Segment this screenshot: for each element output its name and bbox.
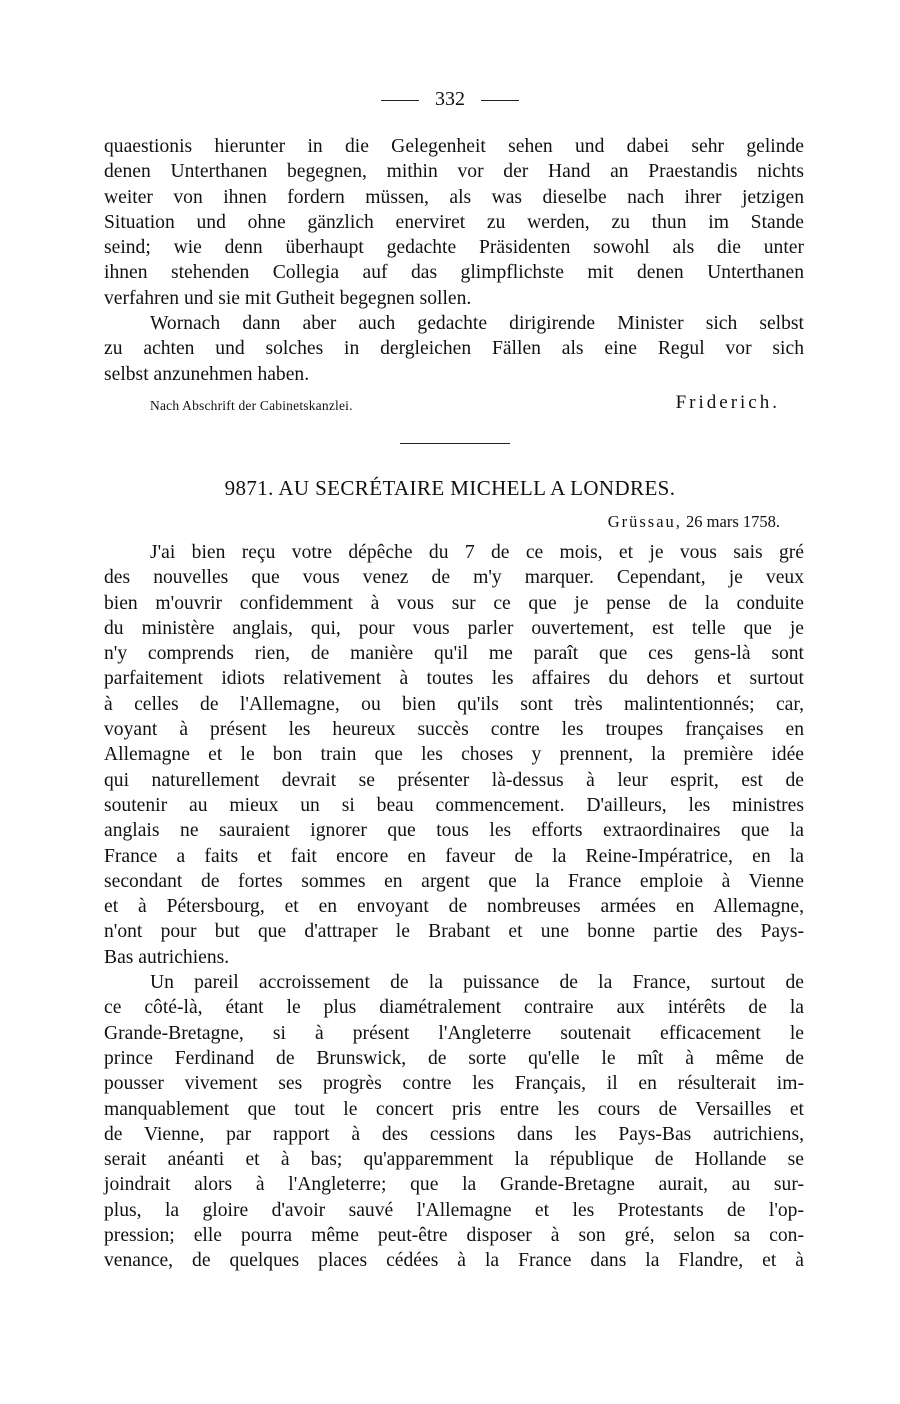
section-divider: [400, 443, 510, 444]
text-line: zu achten und solches in dergleichen Fällen als eine Regul vor sich: [104, 338, 804, 360]
text-line: quaestionis hierunter in die Gelegenheit sehen und dabei sehr gelinde: [104, 136, 804, 157]
text-line: ce côté-là, étant le plus diamétralement contraire aux intérêts de la: [104, 997, 804, 1019]
text-line: qui naturellement devrait se présenter là-dessus à leur esprit, est de: [104, 769, 804, 791]
text-line: n'y comprends rien, de manière qu'il me paraît que ces gens-là sont: [104, 643, 804, 665]
text-line: parfaitement idiots relativement à toutes les affaires du dehors et surtout: [104, 668, 804, 690]
letter-title: AU SECRÉTAIRE MICHELL A LONDRES.: [278, 476, 676, 500]
text-line: Wornach dann aber auch gedachte dirigirende Minister sich selbst: [150, 313, 804, 335]
text-line: soutenir au mieux un si beau commencement. D'ailleurs, les ministres: [104, 794, 804, 816]
text-line: joindrait alors à l'Angleterre; que la Grande-Bretagne aurait, au sur-: [104, 1174, 804, 1196]
text-line: manquablement que tout le concert pris entre les cours de Versailles et: [104, 1098, 804, 1120]
text-line: J'ai bien reçu votre dépêche du 7 de ce mois, et je vous sais gré: [150, 542, 804, 563]
continuation-text: [104, 134, 804, 387]
text-line: plus, la gloire d'avoir sauvé l'Allemagne et les Protestants de l'op-: [104, 1199, 804, 1221]
letter-number: 9871.: [224, 476, 274, 500]
source-note: Nach Abschrift der Cabinetskanzlei.: [150, 398, 353, 413]
text-line: et à Pétersbourg, et en envoyant de nombreuses armées en Allemagne,: [104, 896, 804, 918]
text-line: selbst anzunehmen haben.: [104, 363, 310, 385]
text-line: Situation und ohne gänzlich enerviret zu werden, zu thun im Stande: [104, 211, 804, 233]
text-line: Allemagne et le bon train que les choses y prennent, la première idée: [104, 744, 804, 766]
page-number: 332: [435, 88, 465, 110]
text-line: France a faits et fait encore en faveur de la Reine-Impératrice, en la: [104, 845, 804, 867]
letter-text: [104, 540, 804, 1274]
text-line: venance, de quelques places cédées à la France dans la Flandre, et à: [104, 1250, 804, 1272]
page-header: [0, 88, 900, 111]
text-line: à celles de l'Allemagne, ou bien qu'ils sont très malintentionnés; car,: [104, 693, 804, 715]
text-line: Grande-Bretagne, si à présent l'Angleterre soutenait efficacement le: [104, 1022, 804, 1044]
text-line: voyant à présent les heureux succès contre les troupes françaises en: [104, 719, 804, 741]
header-rule-right: [481, 100, 519, 101]
text-line: secondant de fortes sommes en argent que la France emploie à Vienne: [104, 870, 804, 892]
text-line: pousser vivement ses progrès contre les Français, il en résulterait im-: [104, 1073, 804, 1095]
text-line: seind; wie denn überhaupt gedachte Präsidenten sowohl als die unter: [104, 237, 804, 259]
text-line: serait anéanti et à bas; qu'apparemment la république de Hollande se: [104, 1149, 804, 1171]
text-line: du ministère anglais, qui, pour vous parler ouvertement, est telle que je: [104, 617, 804, 639]
text-line: n'ont pour but que d'attraper le Brabant et une bonne partie des Pays-: [104, 921, 804, 943]
text-line: ihnen stehenden Collegia auf das glimpflichste mit denen Unterthanen: [104, 262, 804, 284]
text-line: anglais ne sauraient ignorer que tous les efforts extraordinaires que la: [104, 820, 804, 842]
text-line: denen Unterthanen begegnen, mithin vor der Hand an Praestandis nichts: [104, 161, 804, 183]
text-line: pression; elle pourra même peut-être disposer à son gré, selon sa con-: [104, 1225, 804, 1247]
text-line: weiter von ihnen fordern müssen, als was dieselbe nach ihrer jetzigen: [104, 186, 804, 208]
dateline: [608, 512, 780, 532]
section-heading: [0, 476, 900, 501]
text-line: de Vienne, par rapport à des cessions dans les Pays-Bas autrichiens,: [104, 1123, 804, 1145]
text-line: Un pareil accroissement de la puissance de la France, surtout de: [150, 972, 804, 994]
text-line: Bas autrichiens.: [104, 946, 230, 968]
source-row: [150, 392, 780, 418]
signature: Friderich.: [675, 392, 780, 413]
text-line: verfahren und sie mit Gutheit begegnen sollen.: [104, 287, 472, 309]
text-line: des nouvelles que vous venez de m'y marquer. Cependant, je veux: [104, 567, 804, 589]
text-line: prince Ferdinand de Brunswick, de sorte qu'elle le mît à même de: [104, 1047, 804, 1069]
header-rule-left: [381, 100, 419, 101]
dateline-date: 26 mars 1758.: [686, 512, 780, 531]
dateline-place: Grüssau,: [607, 512, 682, 531]
text-line: bien m'ouvrir confidemment à vous sur ce que je pense de la conduite: [104, 592, 804, 614]
